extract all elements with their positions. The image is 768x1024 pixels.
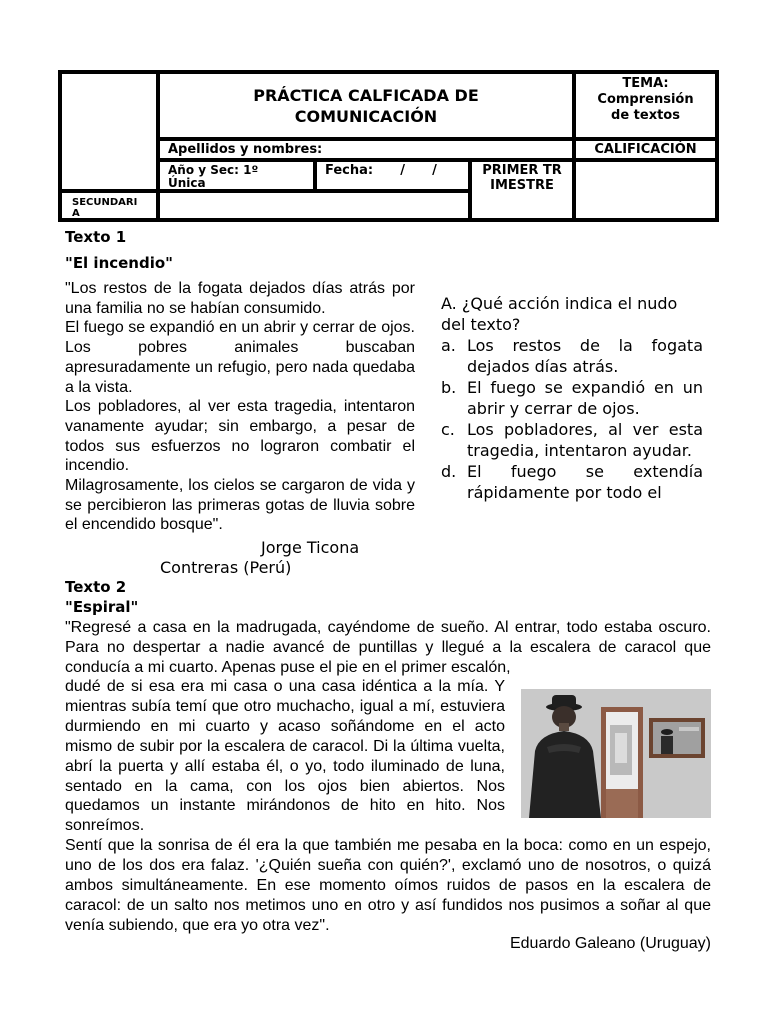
question-stem: A. ¿Qué acción indica el nudo del texto? xyxy=(441,294,678,334)
grade-box[interactable] xyxy=(576,162,715,218)
option-text: Los pobladores, al ver esta tragedia, intentaron ayudar. xyxy=(467,420,703,460)
page-title xyxy=(160,74,572,137)
text2-label: Texto 2 xyxy=(65,578,127,596)
question-option-a[interactable] xyxy=(441,335,703,377)
date-field[interactable]: Fecha: / / xyxy=(317,162,468,189)
text1-body xyxy=(65,279,415,535)
text1-paragraph: Milagrosamente, los cielos se cargaron de vida y se percibieron las primeras gotas de lluvia sobre el encendido bosque". xyxy=(65,477,415,534)
illustration-svg xyxy=(521,689,711,818)
text2-wrap: dudé de si esa era mi casa o una casa idéntica a la mía. Y mientras subía temí que otro muchacho, igual a mí, estuviera durmiendo en mi cuarto y acaso soñándome en el acto mismo de subir por la escalera de caracol. Di la última vuelta, abrí la puerta y allí estaba él, o yo, todo iluminado de luna, sentado en la cama, con los ojos bien abiertos. Nos quedamos un instante mirándonos de hito en hito. Nos sonreímos. xyxy=(65,678,505,835)
question-box xyxy=(441,293,703,543)
grade-label: CALIFICACIÓN xyxy=(576,141,715,158)
option-text: Los restos de la fogata dejados días atrás. xyxy=(467,336,703,376)
text2-title: "Espiral" xyxy=(65,598,139,616)
text1-title: "El incendio" xyxy=(65,254,173,272)
text2-rest: Sentí que la sonrisa de él era la que también me pesaba en la boca: como en un espejo, uno de los dos era falaz. '¿Quién sueña con quién?', exclamó uno de nosotros, o quizá ambos simultáneamente. En ese momento oímos ruidos de pasos en la escalera de caracol: de un salto nos metimos uno en otro y así fundidos nos pusimos a soñar al que venía subiendo, que era yo otra vez". xyxy=(65,837,711,934)
trimester-box: PRIMER TRIMESTRE xyxy=(472,162,572,218)
level-label: SECUNDARIA xyxy=(62,193,156,218)
question-option-c[interactable] xyxy=(441,419,703,461)
header-table xyxy=(58,70,719,222)
topic-box: TEMA: Comprensión de textos xyxy=(576,74,715,137)
page-title-text: PRÁCTICA CALFICADA DE COMUNICACIÓN xyxy=(253,85,479,126)
option-letter: d. xyxy=(441,462,457,481)
logo-box xyxy=(62,74,156,189)
name-field[interactable]: Apellidos y nombres: xyxy=(160,141,572,158)
option-text: El fuego se expandió en un abrir y cerrar de ojos. xyxy=(467,378,703,418)
text1-label: Texto 1 xyxy=(65,228,127,246)
text1-paragraph: "Los restos de la fogata dejados días atrás por una familia no se habían consumido. xyxy=(65,280,415,317)
text1-paragraph: El fuego se expandió en un abrir y cerrar de ojos. Los pobres animales buscaban apresuradamente un refugio, pero nada quedaba a la vista. xyxy=(65,319,415,396)
text2-author: Eduardo Galeano (Uruguay) xyxy=(509,935,711,952)
option-letter: b. xyxy=(441,378,457,397)
question-option-d[interactable] xyxy=(441,461,703,503)
man-in-mirror-illustration xyxy=(521,689,711,818)
text2-intro: "Regresé a casa en la madrugada, cayéndome de sueño. Al entrar, todo estaba oscuro. Para no despertar a nadie avancé de puntillas y llegué a la escalera de caracol que conducía a mi cuarto. Apenas puse el pie en el primer escalón, xyxy=(65,619,711,676)
text1-paragraph: Los pobladores, al ver esta tragedia, intentaron vanamente ayudar; sin embargo, a pesar de todos sus esfuerzos no lograron combatir el incendio. xyxy=(65,398,415,475)
option-text: El fuego se extendía rápidamente por todo el xyxy=(467,462,703,502)
text1-author-line1: Jorge Ticona xyxy=(261,538,360,557)
text1-author-line2: Contreras (Perú) xyxy=(160,558,292,577)
question-option-b[interactable] xyxy=(441,377,703,419)
year-section: Año y Sec: 1º Única xyxy=(160,162,313,189)
option-letter: a. xyxy=(441,336,456,355)
option-letter: c. xyxy=(441,420,455,439)
blank-field xyxy=(160,193,468,218)
